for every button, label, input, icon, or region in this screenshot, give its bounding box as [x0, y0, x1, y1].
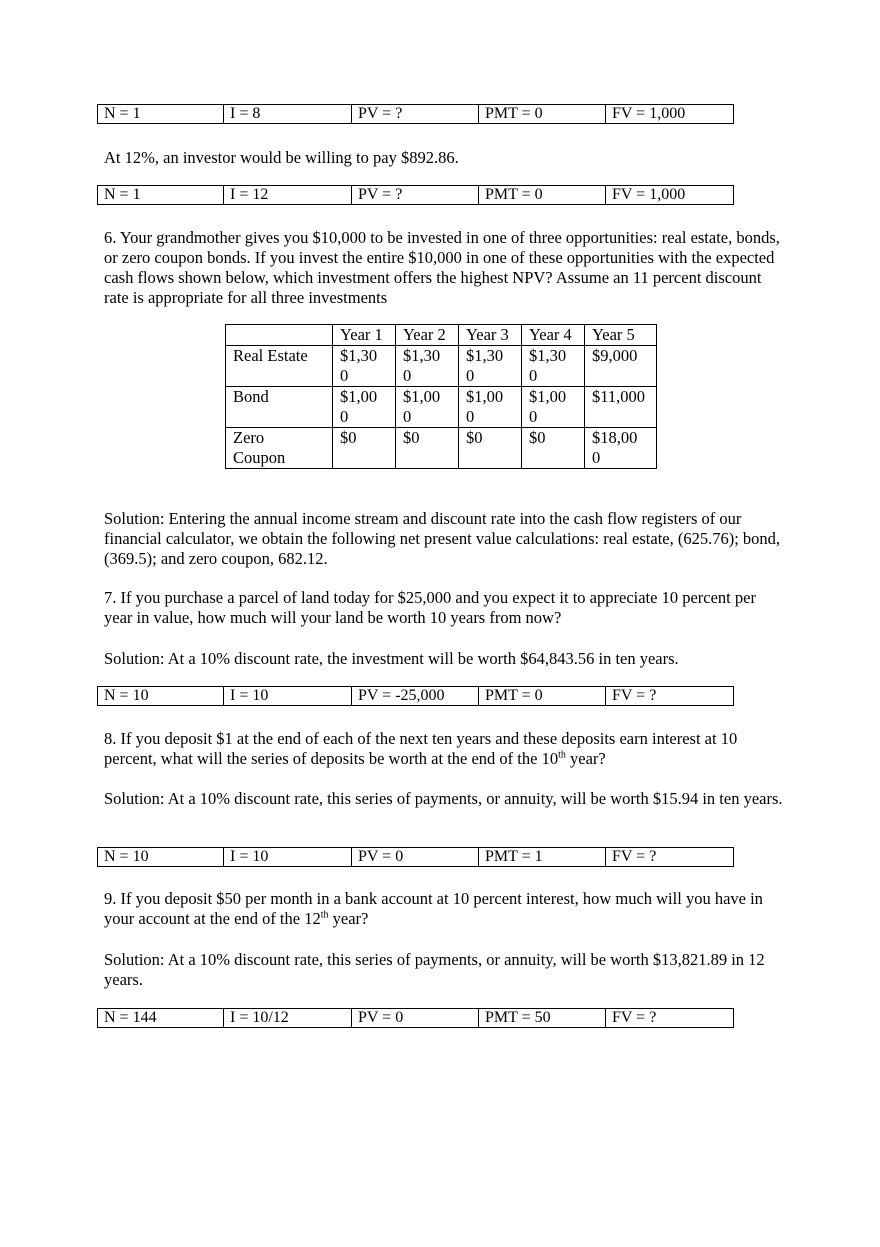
table-cell: $0 [333, 428, 396, 469]
i-cell: I = 10/12 [224, 1009, 352, 1028]
fv-cell: FV = ? [606, 1009, 734, 1028]
header-cell: Year 5 [585, 325, 657, 346]
question-8 [104, 729, 784, 769]
n-cell: N = 10 [98, 848, 224, 867]
solution-8: Solution: At a 10% discount rate, this series of payments, or annuity, will be worth $15.94 in ten years. [104, 789, 783, 808]
table-cell: $1,30 0 [522, 346, 585, 387]
i-cell: I = 10 [224, 848, 352, 867]
pv-cell: PV = 0 [352, 1009, 479, 1028]
tvm-table-1 [97, 104, 734, 124]
question-7: 7. If you purchase a parcel of land today for $25,000 and you expect it to appreciate 10 percent per year in value, how much will your land be worth 10 years from now? [104, 588, 756, 627]
tvm-table-2 [97, 185, 734, 205]
table-cell: $0 [522, 428, 585, 469]
fv-cell: FV = 1,000 [606, 105, 734, 124]
table-cell: $1,00 0 [396, 387, 459, 428]
question-9-text: 9. If you deposit $50 per month in a bank account at 10 percent interest, how much will you have in your account at the end of the 12 [104, 889, 763, 928]
table-cell: $0 [459, 428, 522, 469]
question-6: 6. Your grandmother gives you $10,000 to be invested in one of three opportunities: real estate, bonds, or zero coupon bonds. If you invest the entire $10,000 in one of these opportunities with the expected cash flows shown below, which investment offers the highest NPV? Assume an 11 percent discount rate is appropriate for all three investments [104, 228, 780, 307]
table-cell: $1,30 0 [396, 346, 459, 387]
superscript: th [558, 749, 566, 761]
solution-9: Solution: At a 10% discount rate, this series of payments, or annuity, will be worth $13,821.89 in 12 years. [104, 950, 765, 989]
table-row [226, 346, 657, 387]
i-cell: I = 8 [224, 105, 352, 124]
table-cell: $18,00 0 [585, 428, 657, 469]
pmt-cell: PMT = 50 [479, 1009, 606, 1028]
header-cell: Year 2 [396, 325, 459, 346]
table-cell: $9,000 [585, 346, 657, 387]
solution-7: Solution: At a 10% discount rate, the investment will be worth $64,843.56 in ten years. [104, 649, 679, 668]
row-label: Zero Coupon [226, 428, 333, 469]
table-row [98, 1009, 734, 1028]
header-cell: Year 3 [459, 325, 522, 346]
n-cell: N = 144 [98, 1009, 224, 1028]
question-8-text: 8. If you deposit $1 at the end of each of the next ten years and these deposits earn interest at 10 percent, what will the series of deposits be worth at the end of the 10 [104, 729, 738, 768]
row-label: Real Estate [226, 346, 333, 387]
pv-cell: PV = ? [352, 186, 479, 205]
pv-cell: PV = ? [352, 105, 479, 124]
investment-table [225, 324, 657, 469]
fv-cell: FV = ? [606, 687, 734, 706]
table-row [98, 105, 734, 124]
i-cell: I = 10 [224, 687, 352, 706]
question-8-tail: year? [565, 749, 606, 768]
table-row [98, 687, 734, 706]
table-cell: $1,30 0 [459, 346, 522, 387]
table-header-row [226, 325, 657, 346]
header-cell: Year 1 [333, 325, 396, 346]
pmt-cell: PMT = 1 [479, 848, 606, 867]
table-row [226, 428, 657, 469]
pmt-cell: PMT = 0 [479, 687, 606, 706]
n-cell: N = 1 [98, 186, 224, 205]
pv-cell: PV = -25,000 [352, 687, 479, 706]
tvm-table-5 [97, 1008, 734, 1028]
row-label: Bond [226, 387, 333, 428]
table-cell: $11,000 [585, 387, 657, 428]
superscript: th [320, 909, 329, 921]
pv-cell: PV = 0 [352, 848, 479, 867]
pmt-cell: PMT = 0 [479, 105, 606, 124]
header-cell: Year 4 [522, 325, 585, 346]
tvm-table-4 [97, 847, 734, 867]
table-cell: $1,00 0 [333, 387, 396, 428]
table-row [98, 848, 734, 867]
i-cell: I = 12 [224, 186, 352, 205]
n-cell: N = 10 [98, 687, 224, 706]
solution-6: Solution: Entering the annual income stream and discount rate into the cash flow registers of our financial calculator, we obtain the following net present value calculations: real estate, (625.76); bond, (369.5); and zero coupon, 682.12. [104, 509, 781, 568]
pmt-cell: PMT = 0 [479, 186, 606, 205]
table-row [98, 186, 734, 205]
question-9 [104, 889, 784, 929]
table-cell: $0 [396, 428, 459, 469]
n-cell: N = 1 [98, 105, 224, 124]
table-row [226, 387, 657, 428]
tvm-table-3 [97, 686, 734, 706]
fv-cell: FV = 1,000 [606, 186, 734, 205]
fv-cell: FV = ? [606, 848, 734, 867]
question-9-tail: year? [328, 909, 369, 928]
table-cell: $1,00 0 [459, 387, 522, 428]
table-cell: $1,30 0 [333, 346, 396, 387]
paragraph-at12: At 12%, an investor would be willing to pay $892.86. [104, 148, 459, 167]
table-cell: $1,00 0 [522, 387, 585, 428]
header-cell [226, 325, 333, 346]
